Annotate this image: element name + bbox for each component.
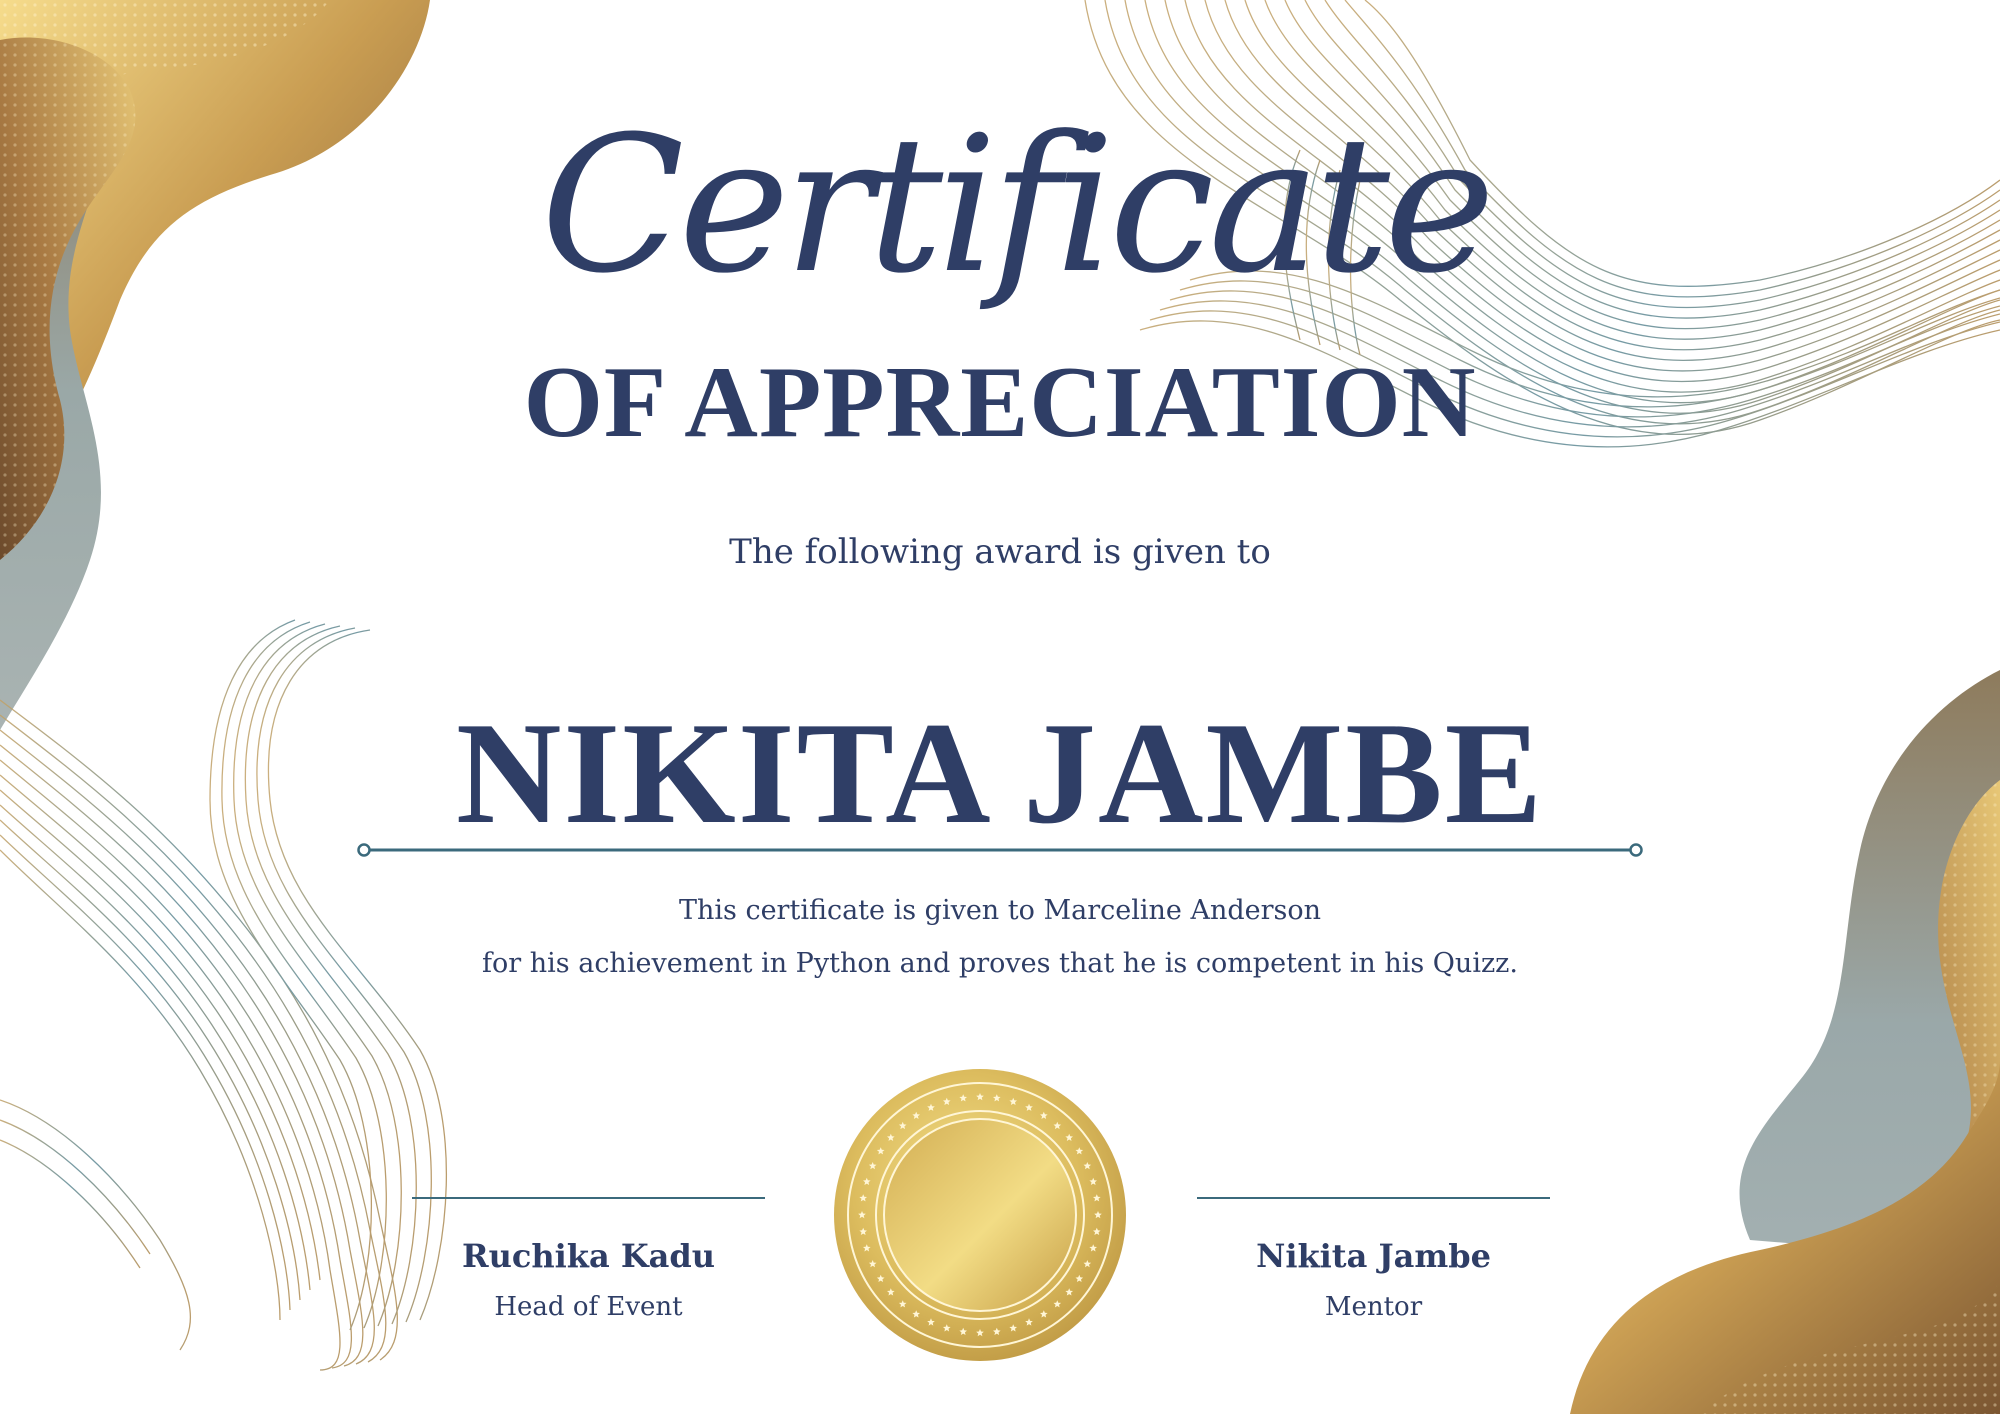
signatory-name: Nikita Jambe — [1256, 1237, 1491, 1275]
award-intro-text: The following award is given to — [729, 532, 1271, 572]
gold-seal-icon — [834, 1069, 1126, 1361]
signatory-name: Ruchika Kadu — [462, 1237, 715, 1275]
signatory-right — [1197, 1237, 1550, 1322]
signatory-role: Mentor — [1324, 1292, 1423, 1322]
certificate-title-subtitle: OF APPRECIATION — [523, 346, 1477, 459]
certificate-description-line-1: This certificate is given to Marceline Anderson — [678, 895, 1321, 926]
signatory-role: Head of Event — [494, 1292, 683, 1322]
certificate-description-line-2: for his achievement in Python and proves that he is competent in his Quizz. — [482, 948, 1518, 979]
signatory-left — [412, 1237, 765, 1322]
recipient-name: NIKITA JAMBE — [455, 692, 1545, 854]
certificate-title-script: Certificate — [540, 96, 1490, 315]
